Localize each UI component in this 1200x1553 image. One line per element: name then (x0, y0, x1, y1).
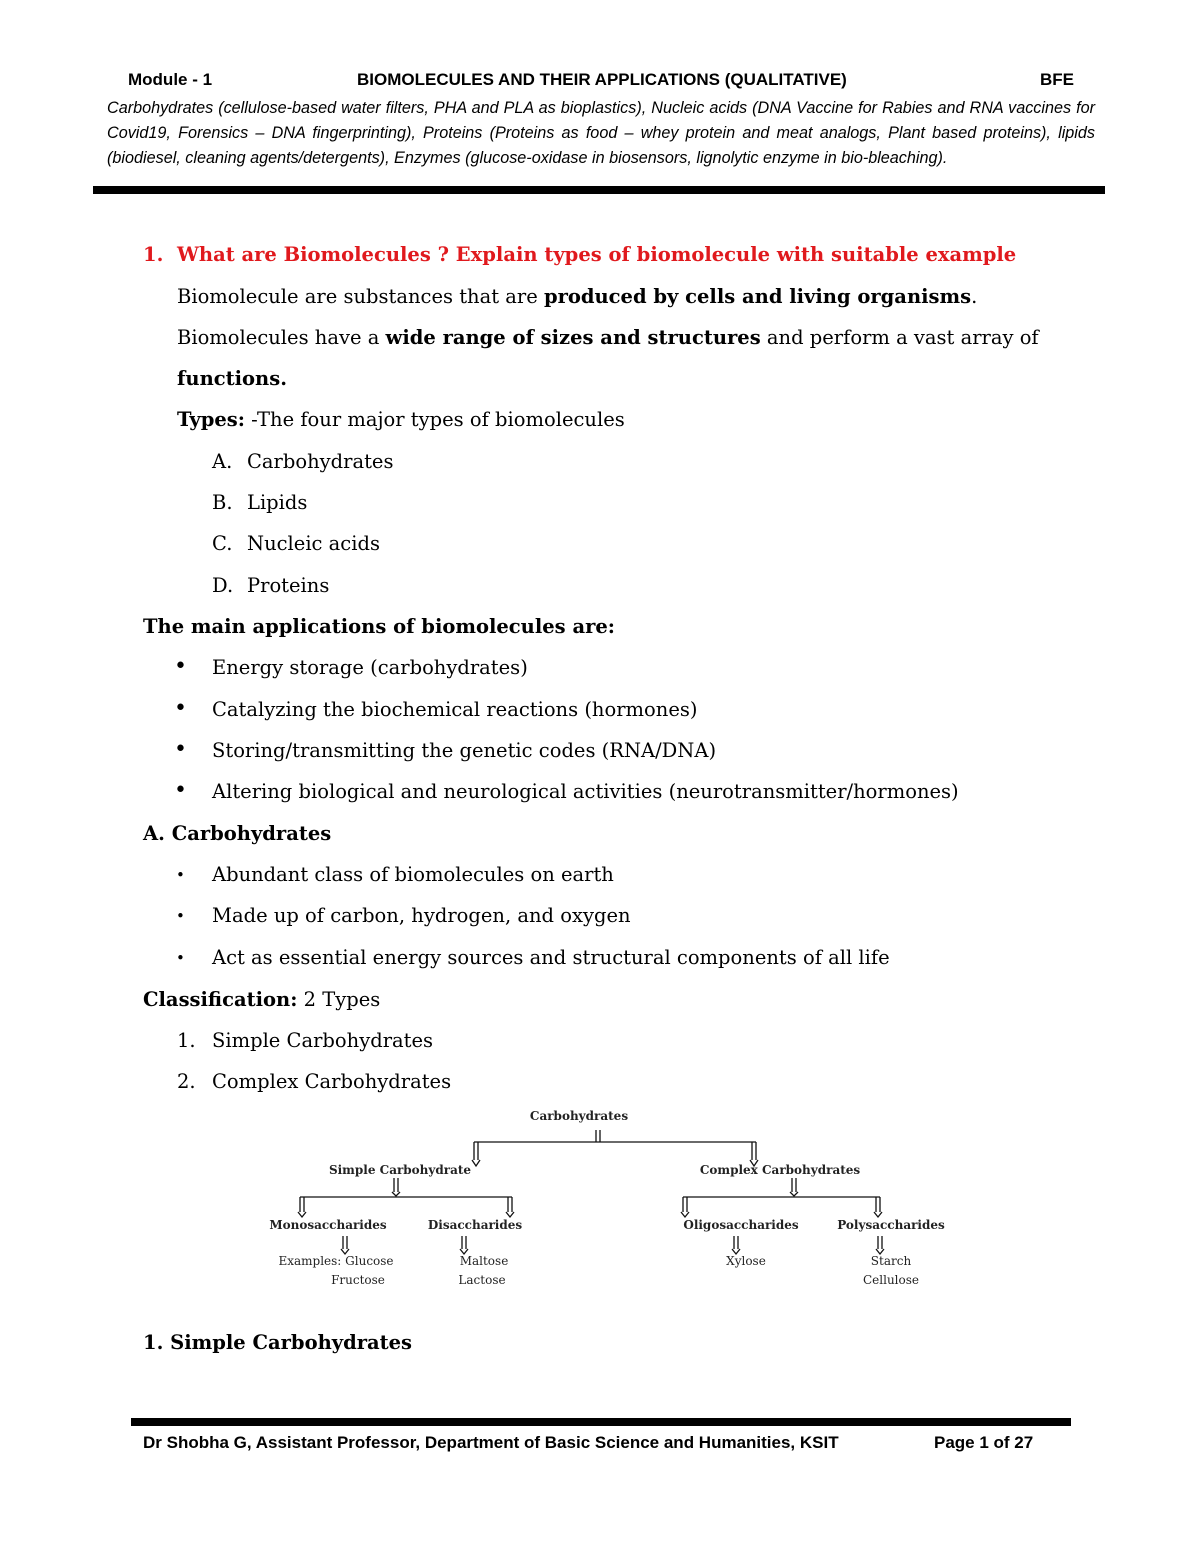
list-item: Altering biological and neurological activities (neurotransmitter/hormones) (212, 780, 959, 803)
diagram-poly-example-1: Starch (870, 1254, 912, 1268)
list-item: Proteins (247, 574, 330, 597)
types-label: Types: (177, 408, 245, 431)
diagram-mono-example-1: Examples: Glucose (278, 1254, 394, 1268)
down-arrow-icon (460, 1236, 468, 1254)
diagram-mono-example-2: Fructose (331, 1273, 385, 1287)
footer-divider (131, 1418, 1071, 1426)
down-arrow-icon (681, 1197, 689, 1217)
list-item: Act as essential energy sources and structural components of all life (212, 946, 890, 969)
bullet-icon: • (174, 778, 187, 803)
list-marker: C. (212, 532, 233, 555)
page-number: Page 1 of 27 (934, 1433, 1034, 1452)
list-item: Carbohydrates (247, 450, 394, 473)
bullet-icon: • (174, 654, 187, 679)
definition-text: and perform a vast array of (760, 326, 1039, 349)
list-marker: D. (212, 574, 234, 597)
list-item: Nucleic acids (247, 532, 380, 555)
list-item: Energy storage (carbohydrates) (212, 656, 528, 679)
down-arrow-icon (732, 1236, 740, 1254)
bullet-icon: • (174, 737, 187, 762)
definition-emphasis: wide range of sizes and structures (385, 326, 761, 349)
document-title: BIOMOLECULES AND THEIR APPLICATIONS (QUALITATIVE) (357, 70, 847, 89)
definition-text: Biomolecule are substances that are (177, 285, 544, 308)
definition-text: Biomolecules have a (177, 326, 386, 349)
list-item: Catalyzing the biochemical reactions (hormones) (212, 698, 698, 721)
bullet-icon: • (176, 907, 185, 925)
diagram-root-label: Carbohydrates (529, 1109, 629, 1123)
question-number: 1. (143, 243, 164, 266)
bullet-icon: • (176, 866, 185, 884)
classification-value: 2 Types (297, 988, 381, 1011)
down-arrow-icon (341, 1236, 349, 1254)
diagram-mono-label: Monosaccharides (269, 1218, 387, 1232)
down-arrow-icon (790, 1178, 798, 1196)
down-arrow-icon (298, 1197, 306, 1217)
diagram-oligo-label: Oligosaccharides (683, 1218, 799, 1232)
diagram-di-label: Disaccharides (427, 1218, 523, 1232)
down-arrow-icon (392, 1178, 400, 1196)
down-arrow-icon (874, 1197, 882, 1217)
diagram-di-example-1: Maltose (459, 1254, 509, 1268)
definition-end: . (971, 285, 978, 308)
list-item: Complex Carbohydrates (212, 1070, 452, 1093)
down-arrow-icon (506, 1197, 514, 1217)
list-item: Storing/transmitting the genetic codes (RNA/DNA) (212, 739, 717, 762)
course-code: BFE (1040, 70, 1074, 89)
down-arrow-icon (472, 1142, 480, 1166)
list-marker: B. (212, 491, 233, 514)
question-text: What are Biomolecules ? Explain types of biomolecule with suitable example (177, 243, 1017, 266)
list-item: Made up of carbon, hydrogen, and oxygen (212, 904, 631, 927)
diagram-oligo-example-1: Xylose (726, 1254, 766, 1268)
bullet-icon: • (174, 696, 187, 721)
list-marker: 2. (177, 1070, 196, 1093)
footer-author: Dr Shobha G, Assistant Professor, Department of Basic Science and Humanities, KSIT (143, 1433, 839, 1452)
diagram-di-example-2: Lactose (458, 1273, 506, 1287)
diagram-complex-label: Complex Carbohydrates (699, 1163, 861, 1177)
module-label: Module - 1 (128, 70, 213, 89)
classification-label: Classification: (143, 988, 298, 1011)
diagram-poly-label: Polysaccharides (837, 1218, 945, 1232)
down-arrow-icon (876, 1236, 884, 1254)
down-arrow-icon (596, 1130, 600, 1142)
diagram-poly-example-2: Cellulose (862, 1273, 920, 1287)
list-marker: A. (212, 450, 233, 473)
list-item: Lipids (247, 491, 308, 514)
syllabus-summary: Carbohydrates (cellulose-based water filters, PHA and PLA as bioplastics), Nucleic acids (DNA Vaccine for Rabies and RNA vaccines for Covid19, Forensics – DNA fingerprinting), Proteins (Proteins as food – whey protein and meat analogs, Plant based proteins), lipids (biodiesel, cleaning agents/detergents), Enzymes (glucose-oxidase in biosensors, lignolytic enzyme in bio-bleaching). (107, 99, 1095, 167)
types-intro-text: -The four major types of biomolecules (244, 408, 625, 431)
list-item: Simple Carbohydrates (212, 1029, 434, 1052)
definition-line-3: functions. (177, 367, 287, 390)
carbohydrates-heading: A. Carbohydrates (143, 822, 332, 845)
list-item: Abundant class of biomolecules on earth (212, 863, 614, 886)
section-heading: 1. Simple Carbohydrates (143, 1331, 413, 1354)
definition-emphasis: produced by cells and living organisms (543, 285, 972, 308)
list-marker: 1. (177, 1029, 196, 1052)
diagram-simple-label: Simple Carbohydrate (328, 1163, 472, 1177)
bullet-icon: • (176, 949, 185, 967)
applications-heading: The main applications of biomolecules are: (143, 615, 615, 638)
